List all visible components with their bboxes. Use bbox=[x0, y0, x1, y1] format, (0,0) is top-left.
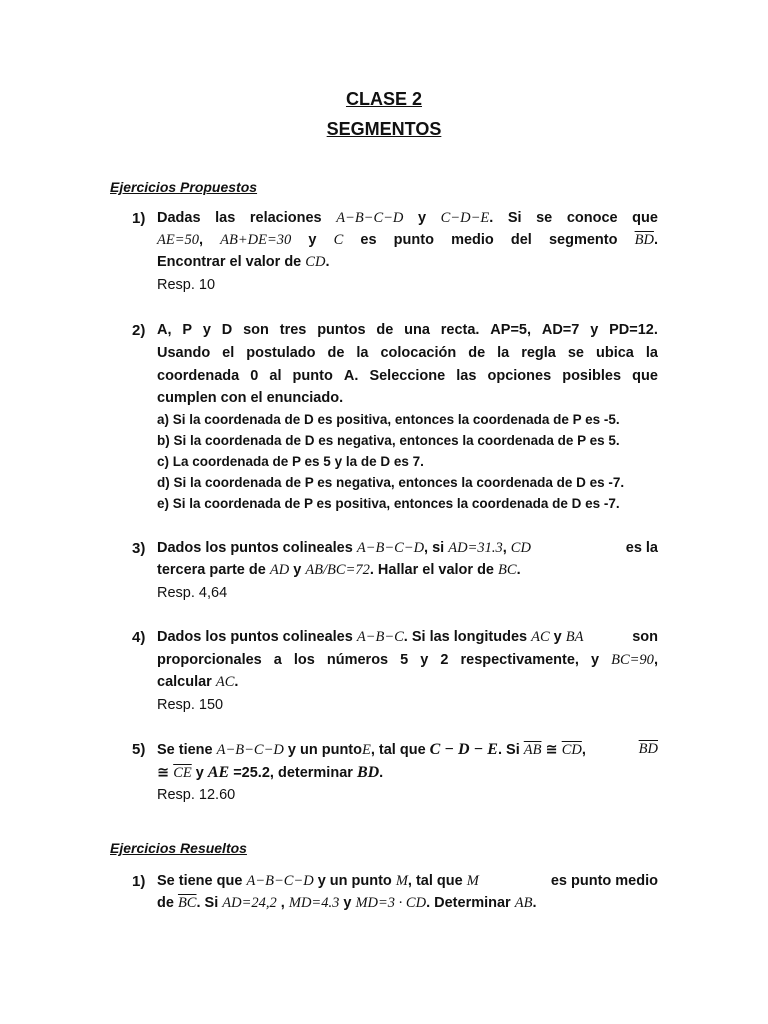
exercise-line: proporcionales a los números 5 y 2 respectivamente, y BC=90, bbox=[157, 652, 658, 668]
exercise-line: Dados los puntos colineales A−B−C−D, si AD=31.3, CD es la bbox=[157, 540, 658, 556]
exercise-line: cumplen con el enunciado. bbox=[157, 390, 344, 406]
answer-text: Resp. 10 bbox=[157, 277, 216, 293]
exercise-number: 5) bbox=[132, 741, 146, 758]
answer-text: Resp. 4,64 bbox=[157, 585, 228, 601]
option-item: a) Si la coordenada de D es positiva, entonces la coordenada de P es -5. bbox=[157, 412, 620, 427]
option-item: b) Si la coordenada de D es negativa, entonces la coordenada de P es 5. bbox=[157, 433, 620, 448]
exercise-number: 1) bbox=[132, 873, 146, 890]
exercise-line: Encontrar el valor de CD. bbox=[157, 254, 330, 270]
page-subtitle: SEGMENTOS bbox=[326, 119, 442, 139]
exercise-line: Se tiene que A−B−C−D y un punto M, tal que M es punto medio bbox=[157, 873, 658, 889]
exercise-line: ≅ $\overline{CE}$ y AE =25.2, determinar BD. bbox=[157, 764, 384, 781]
exercise-line: calcular AC. bbox=[157, 674, 239, 690]
exercise-line: AE=50, AB+DE=30 y C es punto medio del segmento $\overline{BD}$. bbox=[157, 232, 658, 248]
exercise-number: 4) bbox=[132, 629, 146, 646]
exercise-line: coordenada 0 al punto A. Seleccione las opciones posibles que bbox=[157, 368, 658, 384]
exercise-line: de $\overline{BC}$. Si AD=24,2 , MD=4.3 y MD=3 · CD. Determinar AB. bbox=[157, 895, 537, 911]
exercise-line: Dadas las relaciones A−B−C−D y C−D−E. Si se conoce que bbox=[157, 210, 658, 226]
exercise-line: Se tiene A−B−C−D y un puntoE, tal que C − D − E. Si $\overline{AB}$ ≅ $\overline{CD}$, $\overline{BD}$ bbox=[157, 741, 658, 758]
section-heading-solved: Ejercicios Resueltos bbox=[110, 840, 247, 856]
page-title: CLASE 2 bbox=[345, 89, 423, 109]
exercise-line: Usando el postulado de la colocación de la regla se ubica la bbox=[157, 345, 658, 361]
exercise-number: 2) bbox=[132, 322, 146, 339]
answer-text: Resp. 150 bbox=[157, 697, 224, 713]
exercise-number: 3) bbox=[132, 540, 146, 557]
exercise-line: A, P y D son tres puntos de una recta. AP=5, AD=7 y PD=12. bbox=[157, 322, 658, 338]
exercise-line: tercera parte de AD y AB/BC=72. Hallar el valor de BC. bbox=[157, 562, 521, 578]
section-heading-proposed: Ejercicios Propuestos bbox=[110, 179, 258, 195]
option-item: d) Si la coordenada de P es negativa, entonces la coordenada de D es -7. bbox=[157, 475, 625, 490]
exercise-line: Dados los puntos colineales A−B−C. Si las longitudes AC y BA son bbox=[157, 629, 658, 645]
option-item: e) Si la coordenada de P es positiva, entonces la coordenada de D es -7. bbox=[157, 496, 620, 511]
option-item: c) La coordenada de P es 5 y la de D es 7. bbox=[157, 454, 424, 469]
answer-text: Resp. 12.60 bbox=[157, 787, 236, 803]
exercise-number: 1) bbox=[132, 210, 146, 227]
